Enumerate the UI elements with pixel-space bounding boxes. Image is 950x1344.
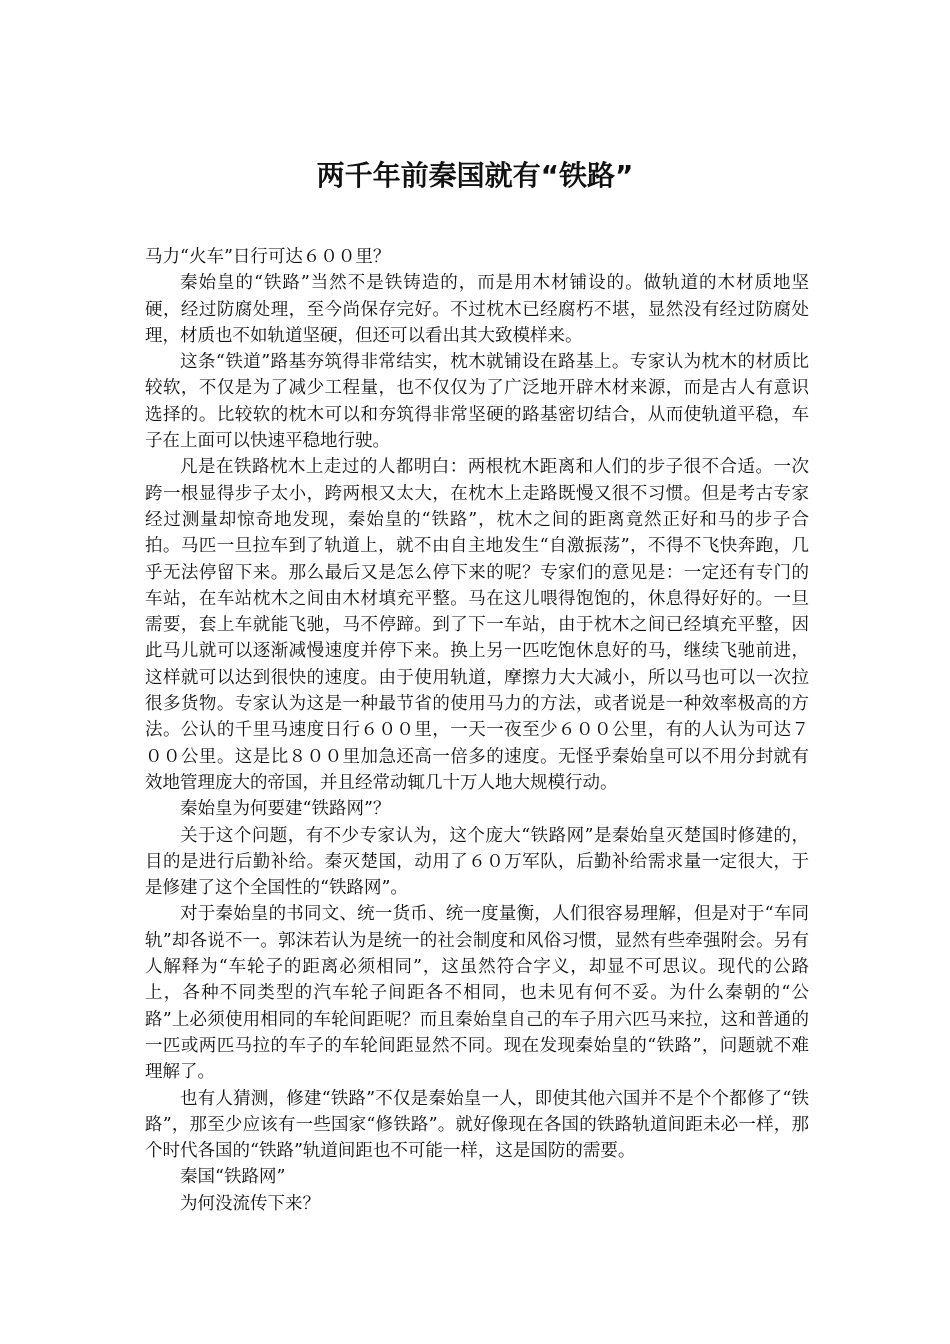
paragraph: 对于秦始皇的书同文、统一货币、统一度量衡，人们很容易理解，但是对于“车同轨”却各说不一。郭沫若认为是统一的社会制度和风俗习惯，显然有些牵强附会。另有人解释为“车轮子的距离必须相同”，这虽然符合字义，却显不可思议。现代的公路上，各种不同类型的汽车轮子间距各不相同，也未见有何不妥。为什么秦朝的“公路”上必须使用相同的车轮间距呢？而且秦始皇自己的车子用六匹马来拉，这和普通的一匹或两匹马拉的车子的车轮间距显然不同。现在发现秦始皇的“铁路”，问题就不难理解了。	[145, 904, 809, 1083]
document-body	[145, 244, 809, 1217]
paragraph: 这条“铁道”路基夯筑得非常结实，枕木就铺设在路基上。专家认为枕木的材质比较软，不仅是为了减少工程量，也不仅仅为了广泛地开辟木材来源，而是古人有意识选择的。比较软的枕木可以和夯筑得非常坚硬的路基密切结合，从而使轨道平稳，车子在上面可以快速平稳地行驶。	[145, 352, 809, 452]
paragraph: 关于这个问题，有不少专家认为，这个庞大“铁路网”是秦始皇灭楚国时修建的，目的是进行后勤补给。秦灭楚国，动用了６０万军队，后勤补给需求量一定很大，于是修建了这个全国性的“铁路网”。	[145, 825, 809, 899]
section-heading: 秦国“铁路网”	[180, 1167, 286, 1188]
paragraph: 也有人猜测，修建“铁路”不仅是秦始皇一人，即使其他六国并不是个个都修了“铁路”，那至少应该有一些国家“修铁路”。就好像现在各国的铁路轨道间距未必一样，那个时代各国的“铁路”轨道间距也不可能一样，这是国防的需要。	[145, 1088, 809, 1162]
paragraph: 凡是在铁路枕木上走过的人都明白：两根枕木距离和人们的步子很不合适。一次跨一根显得步子太小，跨两根又太大，在枕木上走路既慢又很不习惯。但是考古专家经过测量却惊奇地发现，秦始皇的“铁路”，枕木之间的距离竟然正好和马的步子合拍。马匹一旦拉车到了轨道上，就不由自主地发生“自激振荡”，不得不飞快奔跑，几乎无法停留下来。那么最后又是怎么停下来的呢？专家们的意见是：一定还有专门的车站，在车站枕木之间由木材填充平整。马在这儿喂得饱饱的，休息得好好的。一旦需要，套上车就能飞驰，马不停蹄。到了下一车站，由于枕木之间已经填充平整，因此马儿就可以逐渐减慢速度并停下来。换上另一匹吃饱休息好的马，继续飞驰前进，这样就可以达到很快的速度。由于使用轨道，摩擦力大大减小，所以马也可以一次拉很多货物。专家认为这是一种最节省的使用马力的方法，或者说是一种效率极高的方法。公认的千里马速度日行６００里，一天一夜至少６００公里，有的人认为可达７００公里。这是比８００里加急还高一倍多的速度。无怪乎秦始皇可以不用分封就有效地管理庞大的帝国，并且经常动辄几十万人地大规模行动。	[145, 457, 809, 793]
paragraph: 秦始皇的“铁路”当然不是铁铸造的，而是用木材铺设的。做轨道的木材质地坚硬，经过防腐处理，至今尚保存完好。不过枕木已经腐朽不堪，显然没有经过防腐处理，材质也不如轨道坚硬，但还可以看出其大致模样来。	[145, 273, 809, 346]
section-heading: 秦始皇为何要建“铁路网”？	[180, 799, 391, 820]
document-title: 两千年前秦国就有“铁路”	[316, 159, 634, 192]
section-heading: 为何没流传下来？	[180, 1193, 320, 1214]
paragraph: 马力“火车”日行可达６００里？	[145, 247, 391, 267]
